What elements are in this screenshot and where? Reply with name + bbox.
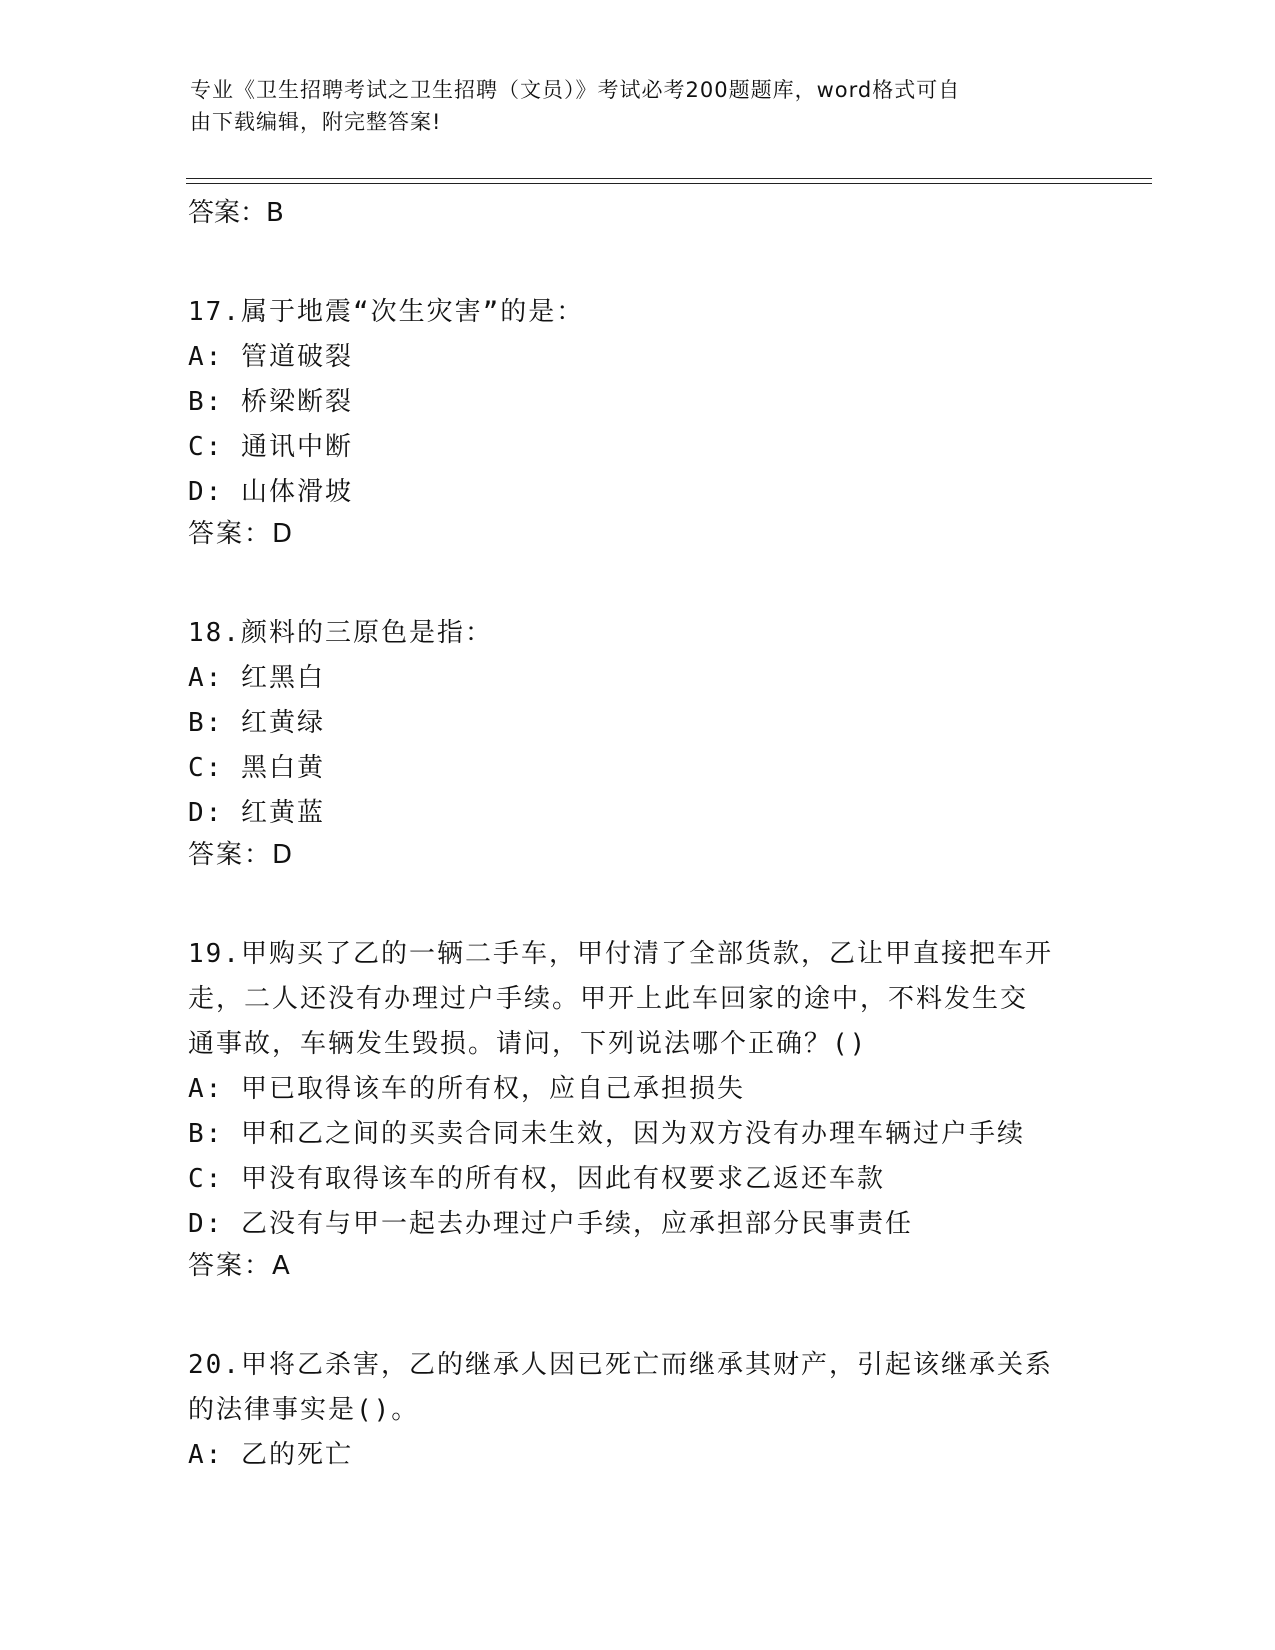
question-stem-line: 19.甲购买了乙的一辆二手车，甲付清了全部货款，乙让甲直接把车开 [188, 939, 1053, 969]
option-b: B: 甲和乙之间的买卖合同未生效，因为双方没有办理车辆过户手续 [188, 1119, 1025, 1149]
answer-line: 答案：D [188, 519, 295, 549]
question-stem-line: 通事故，车辆发生毁损。请问，下列说法哪个正确？() [188, 1029, 868, 1059]
option-c: C: 通讯中断 [188, 432, 353, 462]
option-a: A: 红黑白 [188, 663, 325, 693]
header-line-1: 专业《卫生招聘考试之卫生招聘（文员）》考试必考200题题库，word格式可自 [190, 78, 961, 102]
option-a: A: 甲已取得该车的所有权，应自己承担损失 [188, 1074, 745, 1104]
option-b: B: 红黄绿 [188, 708, 325, 738]
question-stem-line: 20.甲将乙杀害，乙的继承人因已死亡而继承其财产，引起该继承关系 [188, 1350, 1053, 1380]
option-c: C: 甲没有取得该车的所有权，因此有权要求乙返还车款 [188, 1164, 885, 1194]
question-stem-line: 的法律事实是()。 [188, 1395, 420, 1425]
option-a: A: 乙的死亡 [188, 1440, 353, 1470]
option-d: D: 乙没有与甲一起去办理过户手续，应承担部分民事责任 [188, 1209, 913, 1239]
question-stem-line: 走，二人还没有办理过户手续。甲开上此车回家的途中，不料发生交 [188, 984, 1029, 1014]
header-rule-bottom [186, 183, 1152, 184]
question-stem: 18.颜料的三原色是指： [188, 618, 493, 648]
question-stem: 17.属于地震“次生灾害”的是： [188, 297, 585, 327]
option-c: C: 黑白黄 [188, 753, 325, 783]
answer-line: 答案：D [188, 840, 295, 870]
option-a: A: 管道破裂 [188, 342, 353, 372]
header-line-2: 由下载编辑，附完整答案! [190, 110, 442, 134]
question-19 [188, 932, 1088, 1283]
question-20 [188, 1343, 1088, 1478]
answer-line: 答案：B [188, 198, 284, 228]
option-d: D: 山体滑坡 [188, 477, 353, 507]
header-rule-top [186, 178, 1152, 179]
option-d: D: 红黄蓝 [188, 798, 325, 828]
answer-line: 答案：A [188, 1251, 292, 1281]
question-18 [188, 611, 1088, 872]
document-body [188, 190, 1088, 1478]
document-header [190, 74, 1070, 138]
question-17 [188, 290, 1088, 551]
option-b: B: 桥梁断裂 [188, 387, 353, 417]
